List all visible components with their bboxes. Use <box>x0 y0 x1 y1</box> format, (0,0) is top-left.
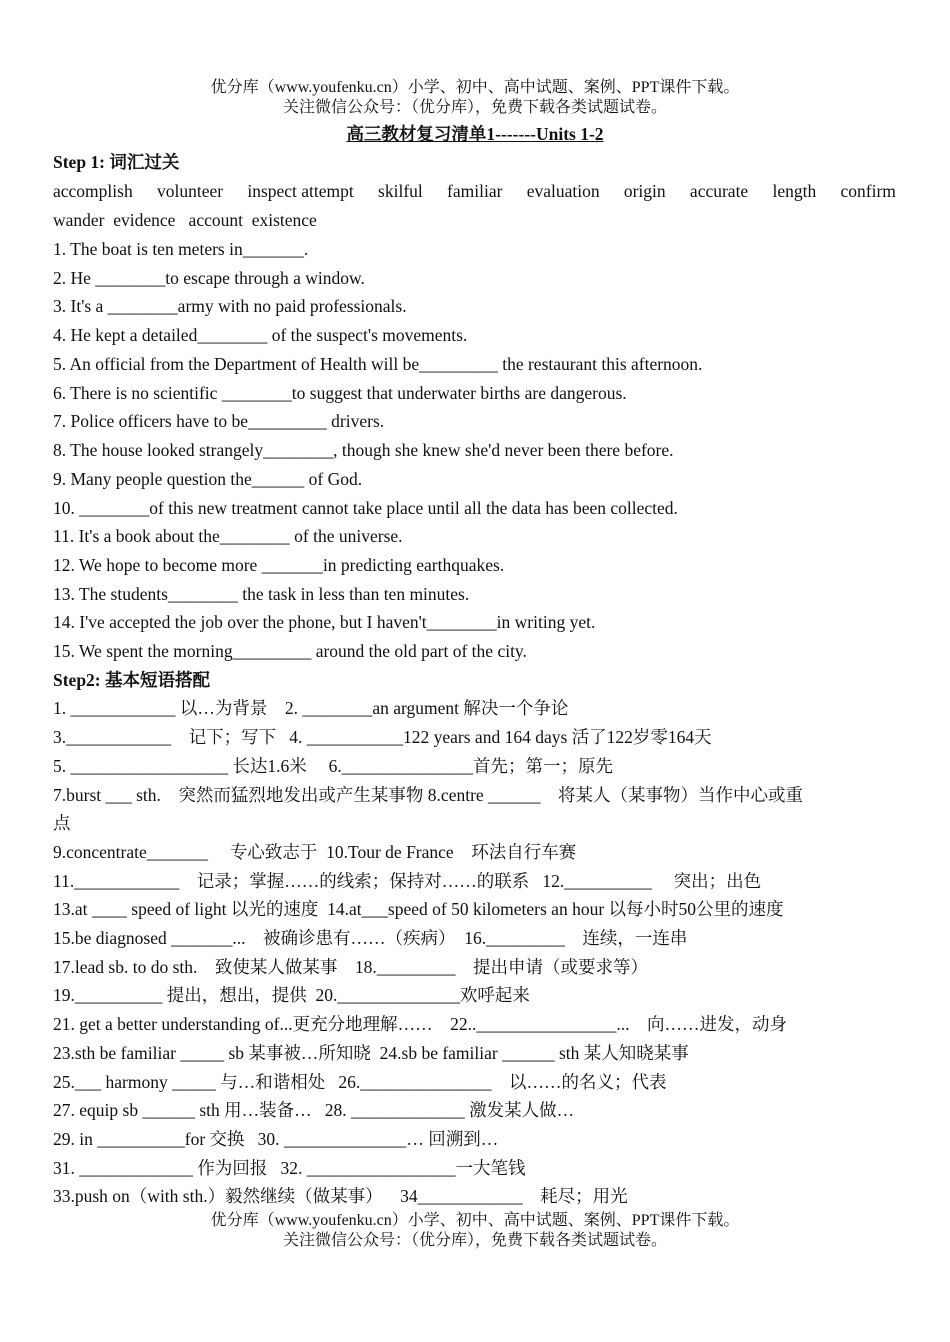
phrase-line-8: 15.be diagnosed _______... 被确诊患有……（疾病） 16._________ 连续，一连串 <box>53 928 688 948</box>
vocab-word: accurate <box>689 181 749 201</box>
sentence-10: 10. ________of this new treatment cannot take place until all the data has been collected. <box>53 498 678 518</box>
sentence-12: 12. We hope to become more _______in predicting earthquakes. <box>53 555 505 575</box>
phrase-line-11: 21. get a better understanding of...更充分地理解…… 22..________________... 向……进发，动身 <box>53 1014 787 1034</box>
sentence-11: 11. It's a book about the________ of the universe. <box>53 526 403 546</box>
phrase-line-6: 11.____________ 记录；掌握……的线索；保持对……的联系 12.__________ 突出；出色 <box>53 871 762 891</box>
sentence-4: 4. He kept a detailed________ of the suspect's movements. <box>53 325 468 345</box>
phrase-line-4-cont: 点 <box>53 813 71 833</box>
vocab-row-2: wander evidence account existence <box>53 210 317 230</box>
phrase-line-14: 27. equip sb ______ sth 用…装备… 28. _____________ 激发某人做… <box>53 1100 575 1120</box>
phrase-line-15: 29. in __________for 交换 30. ______________… 回溯到… <box>53 1129 499 1149</box>
sentence-13: 13. The students________ the task in less than ten minutes. <box>53 584 470 604</box>
phrase-line-13: 25.___ harmony _____ 与…和谐相处 26._______________ 以……的名义；代表 <box>53 1072 667 1092</box>
sentence-1: 1. The boat is ten meters in_______. <box>53 239 309 259</box>
vocab-word: length <box>772 181 817 201</box>
sentence-8: 8. The house looked strangely________, though she knew she'd never been there before. <box>53 440 674 460</box>
vocab-word: origin <box>623 181 666 201</box>
vocab-word: volunteer <box>156 181 224 201</box>
vocab-word: skilful <box>378 181 423 201</box>
phrase-line-2: 3.____________ 记下；写下 4. ___________122 years and 164 days 活了122岁零164天 <box>53 727 712 747</box>
phrase-line-7: 13.at ____ speed of light 以光的速度 14.at___speed of 50 kilometers an hour 以每小时50公里的速度 <box>53 899 784 919</box>
vocab-word: familiar <box>447 181 503 201</box>
sentence-15: 15. We spent the morning_________ around the old part of the city. <box>53 641 527 661</box>
sentence-6: 6. There is no scientific ________to suggest that underwater births are dangerous. <box>53 383 627 403</box>
phrase-line-4: 7.burst ___ sth. 突然而猛烈地发出或产生某事物 8.centre ______ 将某人（某事物）当作中心或重 <box>53 785 804 805</box>
footer-line-2: 关注微信公众号：（优分库），免费下载各类试题试卷。 <box>282 1232 667 1249</box>
sentence-3: 3. It's a ________army with no paid professionals. <box>53 296 407 316</box>
phrase-line-3: 5. __________________ 长达1.6米 6._______________首先；第一；原先 <box>53 756 613 776</box>
vocab-word: inspect attempt <box>247 181 354 201</box>
phrase-line-1: 1. ____________ 以…为背景 2. ________an argument 解决一个争论 <box>53 698 569 718</box>
header-line-1: 优分库（www.youfenku.cn）小学、初中、高中试题、案例、PPT课件下载。 <box>210 79 740 96</box>
phrase-line-5: 9.concentrate_______ 专心致志于 10.Tour de France 环法自行车赛 <box>53 842 577 862</box>
step2-heading: Step2: 基本短语搭配 <box>53 670 211 690</box>
footer-line-1: 优分库（www.youfenku.cn）小学、初中、高中试题、案例、PPT课件下载。 <box>210 1212 740 1229</box>
sentence-2: 2. He ________to escape through a window. <box>53 268 365 288</box>
header-line-2: 关注微信公众号：（优分库），免费下载各类试题试卷。 <box>282 99 667 116</box>
vocab-row-1 <box>53 180 896 202</box>
sentence-9: 9. Many people question the______ of God. <box>53 469 363 489</box>
sentence-14: 14. I've accepted the job over the phone, but I haven't________in writing yet. <box>53 612 596 632</box>
sentence-7: 7. Police officers have to be_________ drivers. <box>53 411 385 431</box>
phrase-line-10: 19.__________ 提出，想出，提供 20.______________欢呼起来 <box>53 985 530 1005</box>
phrase-line-17: 33.push on（with sth.）毅然继续（做某事） 34____________ 耗尽；用光 <box>53 1186 628 1206</box>
sentence-5: 5. An official from the Department of Health will be_________ the restaurant this afternoon. <box>53 354 703 374</box>
phrase-line-12: 23.sth be familiar _____ sb 某事被…所知晓 24.sb be familiar ______ sth 某人知晓某事 <box>53 1043 689 1063</box>
vocab-word: confirm <box>840 181 896 201</box>
vocab-word: evaluation <box>526 181 600 201</box>
step1-heading: Step 1: 词汇过关 <box>53 152 180 172</box>
phrase-line-9: 17.lead sb. to do sth. 致使某人做某事 18._________ 提出申请（或要求等） <box>53 957 648 977</box>
vocab-word: accomplish <box>53 181 133 201</box>
phrase-line-16: 31. _____________ 作为回报 32. _________________一大笔钱 <box>53 1158 526 1178</box>
page-title: 高三教材复习清单1-------Units 1-2 <box>346 124 604 144</box>
